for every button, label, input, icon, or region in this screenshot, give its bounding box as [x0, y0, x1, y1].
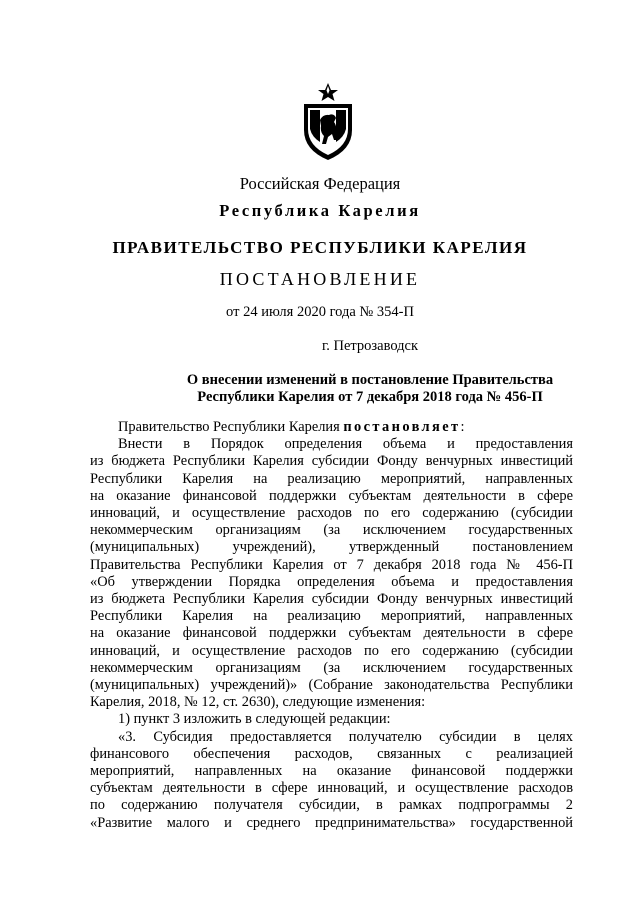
- paragraph-line: финансового обеспечения расходов, связанных с реализацией: [90, 745, 573, 762]
- paragraph-line: (муниципальных) учреждений)» (Собрание законодательства Республики: [90, 677, 573, 694]
- subject-line: О внесении изменений в постановление Правительства: [186, 372, 554, 388]
- paragraph-line: Республики Карелия на реализацию мероприятий, направленных: [90, 608, 573, 625]
- paragraph-line: «Об утверждении Порядка определения объема и предоставления: [90, 573, 573, 590]
- paragraph-line: Республики Карелия на реализацию мероприятий, направленных: [90, 470, 573, 487]
- paragraph-line: инноваций, и осуществление расходов по его содержанию (субсидии: [90, 642, 573, 659]
- paragraph-line: по содержанию получателя субсидии, в рамках подпрограммы 2: [90, 797, 573, 814]
- paragraph-line: инноваций, и осуществление расходов по его содержанию (субсидии: [90, 505, 573, 522]
- intro-paragraph: [90, 419, 573, 436]
- paragraph-line: Правительства Республики Карелия от 7 декабря 2018 года № 456-П: [90, 556, 573, 573]
- paragraph-line: мероприятий, направленных на оказание финансовой поддержки: [90, 763, 573, 780]
- document-body: [90, 419, 573, 832]
- intro-colon: :: [460, 419, 465, 435]
- resolution-keyword: постановляет: [343, 419, 461, 435]
- document-subject: [50, 372, 640, 406]
- paragraph-line: некоммерческим организациям (за исключением государственных: [90, 659, 573, 676]
- date-and-number: от 24 июля 2020 года № 354-П: [226, 304, 414, 320]
- emblem-star-icon: [318, 83, 338, 101]
- paragraph-line: Внести в Порядок определения объема и предоставления: [118, 436, 573, 453]
- subject-line: Республики Карелия от 7 декабря 2018 года № 456-П: [197, 389, 543, 405]
- amendment-paragraph: [90, 436, 573, 711]
- paragraph-line: Карелия, 2018, № 12, ст. 2630), следующие изменения:: [90, 694, 426, 711]
- government-title: ПРАВИТЕЛЬСТВО РЕСПУБЛИКИ КАРЕЛИЯ: [112, 238, 528, 257]
- paragraph-line: некоммерческим организациям (за исключением государственных: [90, 522, 573, 539]
- paragraph-line: на оказание финансовой поддержки субъектам деятельности в сфере: [90, 625, 573, 642]
- paragraph-line: (муниципальных) учреждений), утвержденный постановлением: [90, 539, 573, 556]
- city: г. Петрозаводск: [321, 338, 419, 354]
- paragraph-line: на оказание финансовой поддержки субъектам деятельности в сфере: [90, 487, 573, 504]
- paragraph-line: «3. Субсидия предоставляется получателю субсидии в целях: [118, 728, 573, 745]
- paragraph-line: из бюджета Республики Карелия субсидии Фонду венчурных инвестиций: [90, 453, 573, 470]
- intro-text: Правительство Республики Карелия: [118, 419, 344, 435]
- list-item: 1) пункт 3 изложить в следующей редакции:: [118, 711, 391, 728]
- paragraph-line: субъектам деятельности в сфере инноваций, и осуществление расходов: [90, 780, 573, 797]
- karelia-coat-of-arms-emblem: [298, 82, 358, 162]
- paragraph-line: «Развитие малого и среднего предпринимательства» государственной: [90, 814, 573, 831]
- new-wording-paragraph: [90, 729, 573, 832]
- country-title: Российская Федерация: [239, 174, 401, 193]
- document-type: ПОСТАНОВЛЕНИЕ: [219, 269, 421, 289]
- paragraph-line: из бюджета Республики Карелия субсидии Фонду венчурных инвестиций: [90, 591, 573, 608]
- republic-title: Республика Карелия: [219, 201, 421, 220]
